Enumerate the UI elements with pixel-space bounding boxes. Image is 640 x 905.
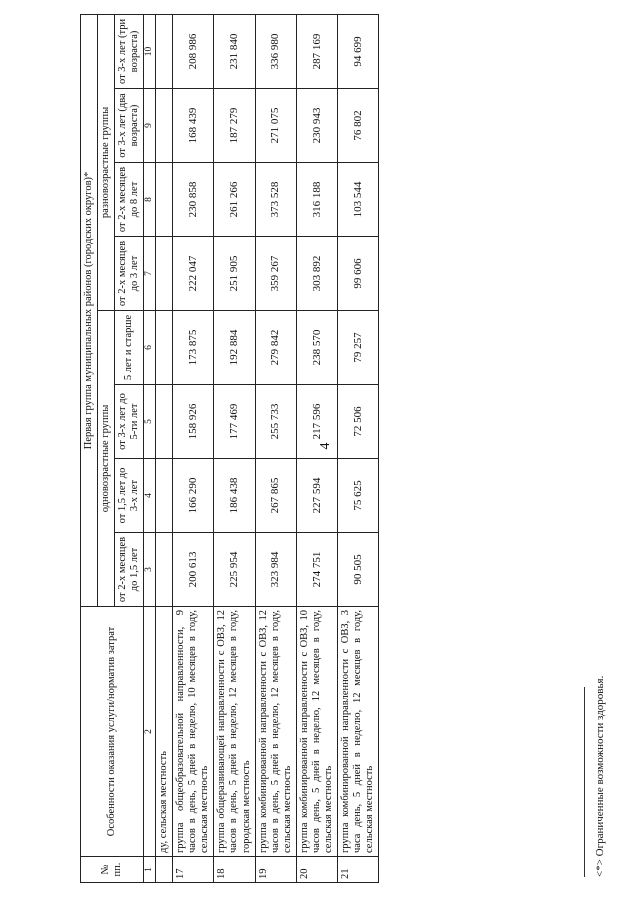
value-cell: 274 751 [296,533,337,607]
row-number: 18 [214,857,255,883]
row-number: 19 [255,857,296,883]
column-index: 5 [144,385,156,459]
value-cell: 186 438 [214,459,255,533]
value-cell: 99 606 [337,237,378,311]
header-age-column: 5 лет и старше [115,311,144,385]
column-index: 10 [144,14,156,88]
value-cell: 168 439 [173,89,214,163]
row-description: группа общеразвивающей направленности с ОВЗ, 12 часов в день, 5 дней в неделю, 12 месяцев в году, городская местность [214,607,255,857]
column-index: 4 [144,459,156,533]
value-cell: 316 188 [296,163,337,237]
row-description: группа комбинированной направленности с ОВЗ, 12 часов в день, 5 дней в неделю, 12 месяцев в году, сельская местность [255,607,296,857]
value-cell: 177 469 [214,385,255,459]
value-cell: 303 892 [296,237,337,311]
value-cell: 373 528 [255,163,296,237]
row-number: 21 [337,857,378,883]
table-row [173,14,214,882]
value-cell: 90 505 [337,533,378,607]
value-cell: 359 267 [255,237,296,311]
table-row-continuation [156,14,173,882]
value-cell: 238 570 [296,311,337,385]
header-age-column: от 1,5 лет до 3-х лет [115,459,144,533]
column-index: 2 [144,607,156,857]
value-cell: 227 594 [296,459,337,533]
table-row [296,14,337,882]
value-cell [156,311,173,385]
header-number: № пп. [81,857,144,883]
row-description: группа комбинированной направленности с ОВЗ, 3 часа день, 5 дней в неделю, 12 месяцев в году, сельская местность [337,607,378,857]
value-cell [156,459,173,533]
value-cell [156,89,173,163]
value-cell: 255 733 [255,385,296,459]
value-cell: 230 943 [296,89,337,163]
value-cell: 192 884 [214,311,255,385]
header-age-column: от 3-х лет (три возраста) [115,14,144,88]
header-age-column: от 2-х месяцев до 8 лет [115,163,144,237]
header-mixed-age-groups: разновозрастные группы [98,14,115,310]
value-cell: 103 544 [337,163,378,237]
header-age-column: от 3-х лет до 5-ти лет [115,385,144,459]
row-number-cell [156,857,173,883]
cost-norm-table [80,14,379,883]
value-cell: 225 954 [214,533,255,607]
value-cell: 336 980 [255,14,296,88]
value-cell: 187 279 [214,89,255,163]
column-index: 7 [144,237,156,311]
value-cell: 279 842 [255,311,296,385]
value-cell: 158 926 [173,385,214,459]
footnote-divider [584,687,585,877]
header-features: Особенности оказания услуги/норматив затрат [81,607,144,857]
value-cell: 251 905 [214,237,255,311]
value-cell [156,163,173,237]
header-age-column: от 3-х лет (два возраста) [115,89,144,163]
value-cell: 94 699 [337,14,378,88]
header-age-column: от 2-х месяцев до 1,5 лет [115,533,144,607]
value-cell [156,385,173,459]
value-cell: 217 596 [296,385,337,459]
value-cell [156,533,173,607]
value-cell [156,14,173,88]
value-cell: 72 506 [337,385,378,459]
table-row [337,14,378,882]
header-age-column: от 2-х месяцев до 3 лет [115,237,144,311]
value-cell: 208 986 [173,14,214,88]
value-cell: 230 858 [173,163,214,237]
column-index: 8 [144,163,156,237]
value-cell: 166 290 [173,459,214,533]
value-cell: 75 625 [337,459,378,533]
rotated-page-content [0,5,640,905]
value-cell: 76 802 [337,89,378,163]
column-index: 3 [144,533,156,607]
value-cell: 200 613 [173,533,214,607]
page-number: 4 [318,442,333,450]
value-cell: 271 075 [255,89,296,163]
header-first-group: Первая группа муниципальных районов (городских округов)* [81,14,98,606]
value-cell: 173 875 [173,311,214,385]
header-same-age-groups: одновозрастные группы [98,311,115,607]
row-description: ду, сельская местность [156,607,173,857]
value-cell: 79 257 [337,311,378,385]
value-cell: 261 266 [214,163,255,237]
value-cell: 323 984 [255,533,296,607]
table-row [214,14,255,882]
value-cell: 287 169 [296,14,337,88]
row-description: группа комбинированной направленности с ОВЗ, 10 часов день, 5 дней в неделю, 12 месяцев в году, сельская местность [296,607,337,857]
value-cell [156,237,173,311]
row-description: группа общеобразовательной направленности, 9 часов в день, 5 дней в неделю, 10 месяцев в году, сельская местность [173,607,214,857]
value-cell: 222 047 [173,237,214,311]
column-index: 9 [144,89,156,163]
footnote: <*> Ограниченные возможности здоровья. [594,675,606,877]
column-index: 1 [144,857,156,883]
value-cell: 231 840 [214,14,255,88]
table-row [255,14,296,882]
column-index: 6 [144,311,156,385]
row-number: 20 [296,857,337,883]
row-number: 17 [173,857,214,883]
value-cell: 267 865 [255,459,296,533]
